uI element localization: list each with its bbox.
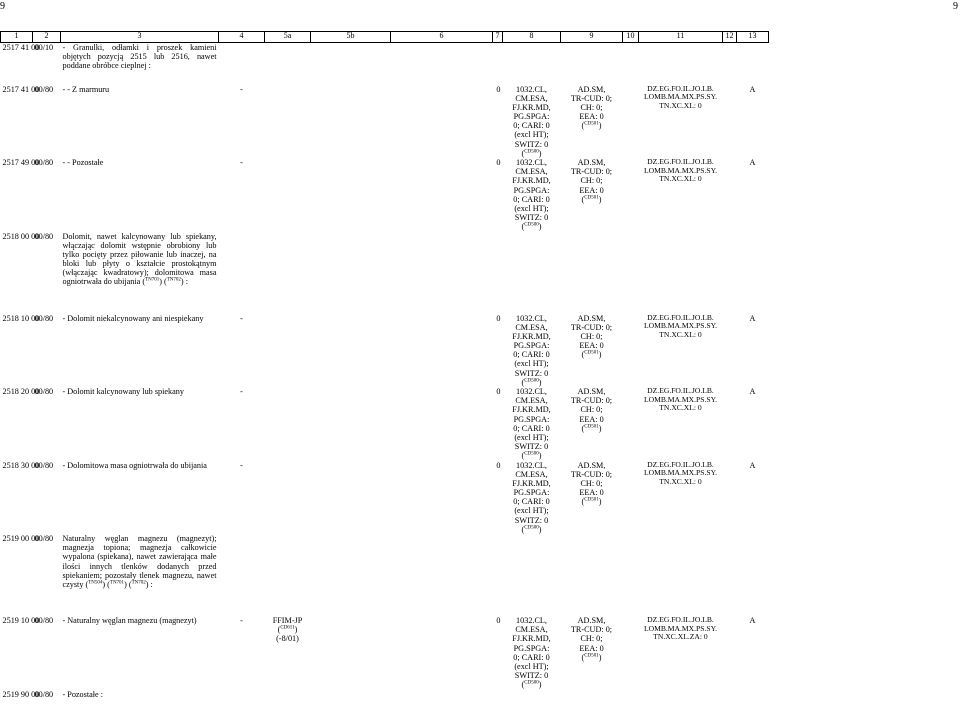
col-8-line: PG.SPGA: bbox=[513, 185, 550, 195]
col-10-value bbox=[623, 158, 639, 232]
table-row bbox=[1, 690, 769, 704]
col-8-value bbox=[503, 43, 561, 85]
col-9-line: EEA: 0 bbox=[579, 341, 604, 351]
col-13-value: A bbox=[749, 313, 756, 323]
col-11-line: TN.XC.XL: 0 bbox=[659, 476, 702, 486]
col-8-line: ($^{CD500}$) bbox=[521, 222, 542, 232]
table-row bbox=[1, 158, 769, 232]
cn-code: 2519 10 00 bbox=[2, 616, 40, 625]
col-11-value bbox=[639, 387, 723, 461]
col-5a-value bbox=[265, 387, 311, 461]
col-7-value: 0 bbox=[496, 387, 501, 396]
col-8-line: (excl HT); bbox=[514, 130, 549, 140]
col-10-value bbox=[623, 85, 639, 159]
col-8-line: 1032.CL, bbox=[516, 616, 547, 625]
col-11-line: TN.XC.XL.ZA: 0 bbox=[653, 632, 708, 641]
cn-code: 2517 41 00 bbox=[2, 84, 40, 94]
col-4-value: - bbox=[240, 387, 243, 396]
col-8-value bbox=[503, 85, 561, 159]
col-4-value bbox=[219, 534, 265, 616]
taric-suffix: 00/80 bbox=[34, 616, 54, 625]
col-8-line: CM.ESA, bbox=[515, 469, 548, 479]
col-9-line: TR-CUD: 0; bbox=[570, 396, 613, 406]
description: - - Pozostałe bbox=[62, 158, 104, 167]
page-number-right: 9 bbox=[953, 1, 958, 12]
col-11-line: LOMB.MA.MX.PS.SY. bbox=[643, 165, 718, 175]
table-row bbox=[1, 232, 769, 314]
col-9-line: CH: 0; bbox=[580, 634, 603, 644]
col-12-value bbox=[723, 314, 737, 388]
col-11-line: LOMB.MA.MX.PS.SY. bbox=[643, 321, 718, 330]
col-13-value: A bbox=[749, 158, 756, 167]
col-8-value bbox=[503, 232, 561, 314]
col-8-line: 1032.CL, bbox=[516, 158, 547, 167]
col-9-line: CH: 0; bbox=[580, 478, 603, 488]
col-13-value: A bbox=[749, 616, 756, 625]
col-7-value bbox=[493, 43, 503, 85]
col-7-value: 0 bbox=[496, 460, 501, 470]
taric-suffix: 00/80 bbox=[34, 313, 54, 323]
header-cell: 5a bbox=[265, 32, 311, 43]
col-8-line: 1032.CL, bbox=[516, 460, 547, 470]
col-11-line: DZ.EG.FO.IL.JO.LB. bbox=[647, 459, 714, 469]
col-8-line: FJ.KR.MD, bbox=[512, 176, 551, 186]
col-8-line: 0; CARI: 0 bbox=[513, 121, 550, 131]
col-9-value bbox=[561, 461, 623, 535]
col-8-value bbox=[503, 158, 561, 232]
cn-code: 2518 10 00 bbox=[2, 313, 40, 323]
tariff-table bbox=[0, 31, 769, 704]
description: - Naturalny węglan magnezu (magnezyt) bbox=[62, 616, 197, 625]
col-6-value bbox=[391, 43, 493, 85]
col-11-value bbox=[639, 461, 723, 535]
col-13-value: A bbox=[749, 84, 756, 94]
cn-code: 2519 90 00 bbox=[2, 689, 40, 699]
col-11-line: TN.XC.XL: 0 bbox=[659, 329, 702, 339]
col-7-value: 0 bbox=[496, 84, 501, 94]
table-row bbox=[1, 85, 769, 159]
col-11-line: DZ.EG.FO.IL.JO.LB. bbox=[647, 615, 714, 624]
col-9-line: AD.SM, bbox=[577, 616, 606, 625]
col-8-line: (excl HT); bbox=[514, 506, 549, 516]
col-8-line: FJ.KR.MD, bbox=[512, 634, 551, 644]
col-7-value bbox=[493, 232, 503, 314]
col-12-value bbox=[723, 534, 737, 616]
col-8-line: (excl HT); bbox=[514, 432, 549, 442]
col-5b-value bbox=[311, 690, 391, 704]
col-8-line: CM.ESA, bbox=[515, 93, 548, 103]
col-8-line: SWITZ: 0 bbox=[514, 671, 549, 681]
page-number-left: 9 bbox=[0, 1, 5, 12]
col-4-value bbox=[219, 690, 265, 704]
col-9-line: AD.SM, bbox=[577, 84, 606, 94]
col-6-value bbox=[391, 387, 493, 461]
col-13-value bbox=[737, 690, 769, 704]
col-10-value bbox=[623, 387, 639, 461]
header-cell: 9 bbox=[561, 32, 623, 43]
col-11-line: TN.XC.XL: 0 bbox=[659, 403, 702, 412]
col-11-line: TN.XC.XL: 0 bbox=[659, 174, 702, 183]
col-9-value bbox=[561, 534, 623, 616]
col-5b-value bbox=[311, 43, 391, 85]
col-9-line: TR-CUD: 0; bbox=[570, 322, 613, 332]
col-8-line: FJ.KR.MD, bbox=[512, 405, 551, 415]
col-5a-value bbox=[265, 85, 311, 159]
col-12-value bbox=[723, 85, 737, 159]
col-9-line: TR-CUD: 0; bbox=[570, 93, 613, 103]
col-8-line: ($^{CD500}$) bbox=[521, 451, 542, 461]
col-11-value bbox=[639, 314, 723, 388]
col-6-value bbox=[391, 314, 493, 388]
taric-suffix: 00/80 bbox=[34, 689, 54, 699]
col-8-line: PG.SPGA: bbox=[513, 341, 550, 351]
header-cell: 2 bbox=[33, 32, 61, 43]
cn-code: 2519 00 00 bbox=[2, 534, 40, 543]
taric-suffix: 00/80 bbox=[34, 158, 54, 167]
col-9-value bbox=[561, 232, 623, 314]
header-cell: 5b bbox=[311, 32, 391, 43]
col-8-value bbox=[503, 534, 561, 616]
col-8-line: PG.SPGA: bbox=[513, 488, 550, 498]
col-8-line: FJ.KR.MD, bbox=[512, 102, 551, 112]
col-9-value bbox=[561, 85, 623, 159]
col-9-line: TR-CUD: 0; bbox=[570, 625, 613, 635]
col-5a-value bbox=[265, 43, 311, 85]
col-11-value bbox=[639, 232, 723, 314]
col-11-value bbox=[639, 85, 723, 159]
col-8-line: PG.SPGA: bbox=[513, 414, 550, 424]
col-12-value bbox=[723, 461, 737, 535]
col-9-line: CH: 0; bbox=[580, 102, 603, 112]
col-4-value: - bbox=[240, 84, 243, 94]
col-8-line: (excl HT); bbox=[514, 661, 549, 671]
header-cell: 12 bbox=[723, 32, 737, 43]
col-11-value bbox=[639, 158, 723, 232]
col-5b-value bbox=[311, 534, 391, 616]
col-11-line: DZ.EG.FO.IL.JO.LB. bbox=[647, 157, 714, 166]
col-10-value bbox=[623, 534, 639, 616]
description: - Pozostałe : bbox=[62, 689, 103, 699]
col-8-line: SWITZ: 0 bbox=[514, 442, 549, 452]
col-8-line: FJ.KR.MD, bbox=[512, 331, 551, 341]
col-5b-value bbox=[311, 85, 391, 159]
col-9-line: EEA: 0 bbox=[579, 643, 604, 653]
col-10-value bbox=[623, 314, 639, 388]
col-9-line: AD.SM, bbox=[577, 313, 606, 323]
col-8-line: 0; CARI: 0 bbox=[513, 350, 550, 360]
table-row bbox=[1, 314, 769, 388]
col-9-line: ($^{CD501}$) bbox=[581, 121, 602, 131]
col-11-line: LOMB.MA.MX.PS.SY. bbox=[643, 623, 718, 633]
col-5b-value bbox=[311, 314, 391, 388]
col-9-line: CH: 0; bbox=[580, 176, 603, 186]
col-9-line: ($^{CD501}$) bbox=[581, 423, 602, 433]
col-7-value bbox=[493, 534, 503, 616]
col-5b-value bbox=[311, 461, 391, 535]
col-8-line: 1032.CL, bbox=[516, 84, 547, 94]
col-8-line: SWITZ: 0 bbox=[514, 139, 549, 149]
col-9-line: ($^{CD501}$) bbox=[581, 497, 602, 507]
col-10-value bbox=[623, 461, 639, 535]
header-cell: 8 bbox=[503, 32, 561, 43]
col-7-value: 0 bbox=[496, 616, 501, 625]
col-11-line: LOMB.MA.MX.PS.SY. bbox=[643, 394, 718, 404]
taric-suffix: 00/80 bbox=[34, 231, 54, 241]
col-13-value bbox=[737, 43, 769, 85]
col-8-line: CM.ESA, bbox=[515, 322, 548, 332]
col-9-value bbox=[561, 690, 623, 704]
col-9-line: EEA: 0 bbox=[579, 488, 604, 498]
cn-code: 2518 20 00 bbox=[2, 387, 40, 396]
header-cell: 3 bbox=[61, 32, 219, 43]
col-10-value bbox=[623, 43, 639, 85]
col-11-value bbox=[639, 534, 723, 616]
col-8-line: 0; CARI: 0 bbox=[513, 497, 550, 507]
col-12-value bbox=[723, 158, 737, 232]
col-8-line: CM.ESA, bbox=[515, 625, 548, 635]
col-5a-value bbox=[265, 232, 311, 314]
col-8-line: 0; CARI: 0 bbox=[513, 423, 550, 433]
col-7-value bbox=[493, 690, 503, 704]
col-7-value: 0 bbox=[496, 313, 501, 323]
col-13-value bbox=[737, 534, 769, 616]
col-8-value bbox=[503, 314, 561, 388]
col-9-line: EEA: 0 bbox=[579, 414, 604, 424]
col-5a-value bbox=[265, 461, 311, 535]
table-row bbox=[1, 461, 769, 535]
col-11-line: TN.XC.XL: 0 bbox=[659, 100, 702, 110]
cn-code: 2517 49 00 bbox=[2, 158, 40, 167]
col-9-line: EEA: 0 bbox=[579, 112, 604, 122]
col-5b-value bbox=[311, 232, 391, 314]
col-8-line: (excl HT); bbox=[514, 359, 549, 369]
header-cell: 10 bbox=[623, 32, 639, 43]
col-8-value bbox=[503, 387, 561, 461]
col-13-value bbox=[737, 232, 769, 314]
header-cell: 1 bbox=[1, 32, 33, 43]
col-5a-value bbox=[265, 314, 311, 388]
col-13-value: A bbox=[749, 460, 756, 470]
table-row bbox=[1, 387, 769, 461]
col-12-value bbox=[723, 43, 737, 85]
col-8-line: CM.ESA, bbox=[515, 396, 548, 406]
col-4-value: - bbox=[240, 616, 243, 625]
description: Dolomit, nawet kalcynowany lub spiekany, włączając dolomit wstępnie obrobiony lub tylko pocięty przez piłowanie lub inaczej, na bloki lub płyty o kształcie prostokątnym (włączając kwadratowy); dolomitowa masa ogniotrwała do ubijania ($^{TN701}$) ($^{TN702}$) : bbox=[62, 231, 217, 287]
col-9-line: TR-CUD: 0; bbox=[570, 167, 613, 177]
col-8-line: 1032.CL, bbox=[516, 313, 547, 323]
table-row bbox=[1, 534, 769, 616]
col-8-line: 0; CARI: 0 bbox=[513, 652, 550, 662]
col-9-value bbox=[561, 387, 623, 461]
description: - Dolomitowa masa ogniotrwała do ubijania bbox=[62, 460, 207, 470]
col-11-line: LOMB.MA.MX.PS.SY. bbox=[643, 468, 718, 477]
col-8-line: ($^{CD500}$) bbox=[521, 680, 542, 690]
col-8-value bbox=[503, 461, 561, 535]
col-12-value bbox=[723, 232, 737, 314]
col-11-line: DZ.EG.FO.IL.JO.LB. bbox=[647, 83, 714, 93]
header-cell: 13 bbox=[737, 32, 769, 43]
col-8-line: ($^{CD500}$) bbox=[521, 148, 542, 158]
col-8-line: SWITZ: 0 bbox=[514, 515, 549, 525]
description: - Granulki, odłamki i proszek kamieni objętych pozycją 2515 lub 2516, nawet poddane obróbce cieplnej : bbox=[62, 43, 217, 71]
col-11-value bbox=[639, 43, 723, 85]
col-6-value bbox=[391, 461, 493, 535]
taric-suffix: 00/80 bbox=[34, 387, 54, 396]
col-8-line: 0; CARI: 0 bbox=[513, 194, 550, 204]
col-9-line: EEA: 0 bbox=[579, 185, 604, 195]
col-8-line: (excl HT); bbox=[514, 203, 549, 213]
col-6-value bbox=[391, 158, 493, 232]
col-4-value: - bbox=[240, 460, 243, 470]
header-cell: 7 bbox=[493, 32, 503, 43]
col-9-line: AD.SM, bbox=[577, 460, 606, 470]
col-9-line: ($^{CD501}$) bbox=[581, 350, 602, 360]
col-11-line: LOMB.MA.MX.PS.SY. bbox=[643, 92, 718, 101]
col-8-line: ($^{CD500}$) bbox=[521, 524, 542, 534]
col-8-line: PG.SPGA: bbox=[513, 643, 550, 653]
header-cell: 6 bbox=[391, 32, 493, 43]
col-11-line: DZ.EG.FO.IL.JO.LB. bbox=[647, 312, 714, 322]
header-cell: 4 bbox=[219, 32, 265, 43]
col-4-value bbox=[219, 43, 265, 85]
col-8-line: ($^{CD500}$) bbox=[521, 377, 542, 387]
col-12-value bbox=[723, 387, 737, 461]
col-5b-value bbox=[311, 387, 391, 461]
col-5a-value bbox=[265, 534, 311, 616]
col-7-value: 0 bbox=[496, 158, 501, 167]
col-6-value bbox=[391, 690, 493, 704]
col-11-value bbox=[639, 690, 723, 704]
description: - Dolomit kalcynowany lub spiekany bbox=[62, 387, 184, 396]
cn-code: 2518 30 00 bbox=[2, 460, 40, 470]
col-4-value: - bbox=[240, 158, 243, 167]
col-9-line: TR-CUD: 0; bbox=[570, 469, 613, 479]
header-cell: 11 bbox=[639, 32, 723, 43]
col-9-value bbox=[561, 43, 623, 85]
col-4-value bbox=[219, 232, 265, 314]
col-9-line: CH: 0; bbox=[580, 331, 603, 341]
taric-suffix: 00/80 bbox=[34, 84, 54, 94]
description: - - Z marmuru bbox=[62, 84, 110, 94]
col-5b-value bbox=[311, 158, 391, 232]
col-4-value: - bbox=[240, 313, 243, 323]
col-9-line: ($^{CD501}$) bbox=[581, 194, 602, 204]
taric-suffix: 00/80 bbox=[34, 460, 54, 470]
col-8-line: SWITZ: 0 bbox=[514, 213, 549, 223]
header-row bbox=[1, 32, 769, 43]
col-9-line: ($^{CD501}$) bbox=[581, 652, 602, 662]
cn-code: 2517 41 00 bbox=[2, 43, 40, 52]
table-row bbox=[1, 43, 769, 85]
col-8-line: CM.ESA, bbox=[515, 167, 548, 177]
col-13-value: A bbox=[749, 387, 756, 396]
col-9-value bbox=[561, 314, 623, 388]
taric-suffix: 00/80 bbox=[34, 534, 54, 543]
col-8-line: SWITZ: 0 bbox=[514, 368, 549, 378]
col-6-value bbox=[391, 232, 493, 314]
col-8-line: 1032.CL, bbox=[516, 387, 547, 396]
col-5a-value bbox=[265, 690, 311, 704]
col-5a-value: FFIM-JP ($^{CD611}$) (-8/01) bbox=[272, 616, 303, 644]
col-5a-value bbox=[265, 158, 311, 232]
col-9-line: AD.SM, bbox=[577, 387, 606, 396]
col-8-line: FJ.KR.MD, bbox=[512, 478, 551, 488]
col-10-value bbox=[623, 690, 639, 704]
col-9-value bbox=[561, 158, 623, 232]
col-6-value bbox=[391, 534, 493, 616]
taric-suffix: 00/10 bbox=[34, 43, 54, 52]
col-11-line: DZ.EG.FO.IL.JO.LB. bbox=[647, 386, 714, 395]
col-12-value bbox=[723, 690, 737, 704]
col-9-line: AD.SM, bbox=[577, 158, 606, 167]
col-10-value bbox=[623, 232, 639, 314]
col-9-line: CH: 0; bbox=[580, 405, 603, 415]
description: - Dolomit niekalcynowany ani niespiekany bbox=[62, 313, 204, 323]
description: Naturalny węglan magnezu (magnezyt); magnezja topiona; magnezja całkowicie wypalona (spiekana), nawet zawierająca małe ilości innych tlenków dodanych przed spiekaniem; pozostały tlenek magnezu, nawet czysty ($^{TN504}$) ($^{TN701}$) ($^{TN702}$) : bbox=[62, 534, 217, 589]
col-8-value bbox=[503, 690, 561, 704]
col-6-value bbox=[391, 85, 493, 159]
cn-code: 2518 00 00 bbox=[2, 231, 40, 241]
col-8-line: PG.SPGA: bbox=[513, 112, 550, 122]
